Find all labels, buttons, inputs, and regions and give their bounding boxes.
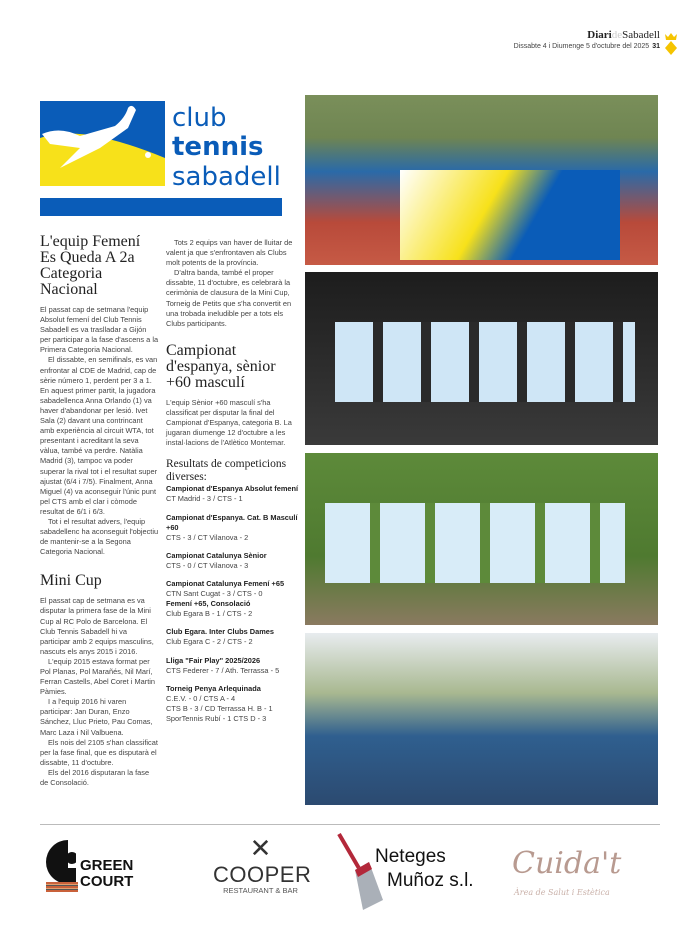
paragraph: Els del 2016 disputaran la fase de Consolació.: [40, 767, 150, 788]
result-group: [166, 551, 300, 571]
result-score: CTS B - 3 / CD Terrassa H. B - 1: [166, 703, 273, 713]
result-heading: Campionat Catalunya Femení +65: [166, 578, 285, 588]
paragraph: Els nois del 2105 s'han classificat per la fase final, que es disputarà el dissabte, 11 d'octubre.: [40, 737, 158, 767]
result-heading: Torneig Penya Arlequinada: [166, 683, 261, 693]
ad-cuidat: [512, 832, 657, 927]
result-score: C.E.V. - 0 / CTS A - 4: [166, 693, 236, 703]
result-group: [166, 484, 300, 504]
article-title: Mini Cup: [40, 572, 102, 590]
ad-text: COURT: [80, 873, 134, 890]
result-score: CTN Sant Cugat - 3 / CTS - 0: [166, 589, 263, 599]
result-group: [166, 627, 300, 647]
ad-text: Neteges: [375, 846, 446, 867]
brand-diari: Diari: [587, 29, 612, 41]
paragraph: Tot i el resultat advers, l'equip sabadellenc ha aconseguit l'objectiu de mantenir-se a la Segona Categoria Nacional.: [40, 516, 159, 557]
result-score: SporTennis Rubí - 1 CTS D - 3: [166, 714, 267, 723]
ad-text: RESTAURANT & BAR: [223, 886, 298, 895]
divider: [40, 824, 660, 825]
ad-text: Cuida't: [512, 846, 622, 881]
result-heading: Campionat Catalunya Sènior: [166, 550, 267, 560]
result-score: CTS - 0 / CT Vilanova - 3: [166, 560, 249, 570]
ad-text: GREEN: [80, 857, 134, 874]
result-score: CTS - 3 / CT Vilanova - 2: [166, 532, 249, 542]
result-group: [166, 513, 300, 543]
ad-green-court: [46, 832, 156, 927]
result-heading: Club Egara. Inter Clubs Dames: [166, 627, 275, 637]
paragraph: El passat cap de setmana es va disputar la primera fase de la Mini Cup al RC Polo de Barcelona. El Club Tennis Sabadell hi va participar amb 2 equips masculins, nascuts els anys 2015 i 2016.: [40, 596, 154, 656]
result-group: [166, 656, 300, 676]
paragraph: I a l'equip 2016 hi varen participar: Jan Duran, Enzo Sánchez, Lluc Prieto, Pau Comas, Marc Laza i Nil Valbuena.: [40, 697, 153, 737]
brand-sabadell: Sabadell: [622, 29, 660, 41]
result-group: [166, 579, 300, 619]
page-number: 31: [652, 43, 660, 50]
photo-minicup-2016: [305, 272, 658, 445]
paragraph: L'equip 2015 estava format per Pol Planas, Pol Marañés, Nil Marí, Ferran Castells, Abel Coret i Martin Pàmies.: [40, 656, 156, 697]
paragraph: D'altra banda, també el proper dissabte, 11 d'octubre, es celebrarà la cerimònia de clausura de la Mini Cup, Torneig de Petits que s'ha convertit en una trobada ineludible per a tots els Clubs participants.: [166, 268, 292, 328]
ad-text: Muñoz s.l.: [387, 870, 474, 891]
result-heading: Campionat d'Espanya Absolut femení: [166, 484, 299, 494]
results-title: Resultats de competicions diverses:: [166, 458, 287, 484]
article-title: L'equip Femení Es Queda A 2a Categoria Nacional: [40, 233, 141, 298]
club-logo: [40, 98, 282, 218]
result-score: CTS Federer - 7 / Ath. Terrassa - 5: [166, 665, 280, 675]
result-heading: Lliga "Fair Play" 2025/2026: [166, 655, 261, 665]
brand-de: de: [611, 29, 623, 41]
photo-women-team: [305, 95, 658, 265]
crest-icon: [664, 32, 678, 56]
result-heading: Campionat d'Espanya. Cat. B Masculí +60: [166, 512, 298, 532]
article-title: Campionat d'espanya, sènior +60 masculí: [166, 341, 276, 391]
paragraph: L'equip Sènior +60 masculí s'ha classificat per disputar la final del Campionat d'Espanya, categoria B. La jugaran diumenge 12 d'octubre a les instal·lacions de l'Atlètico Montemar.: [166, 397, 292, 448]
ad-neteges-munoz: [335, 832, 485, 927]
result-group: [166, 684, 300, 724]
paragraph: El dissabte, en semifinals, es van enfrontar al CDE de Madrid, cap de sèrie número 1, perdent per 3 a 1. En aquest primer partit, la jugadora sabadellenca Anna Orlando (1) va haver d'abandonar per lesió. Ivet Sala (2) davant una contrincant amb experiència al circuit WTA, tot presentant i acreditant la seva vàlua, també va perdre. Natàlia Madrid (3), tampoc va poder superar la rival tot i el resultat super ajustat (6/4 i 7/5). Finalment, Anna Miguel (4) va aconseguir l'únic punt pel CTS amb el clar i còmode resultat de 6/1 i 6/3.: [40, 355, 158, 516]
article-women-team: [40, 234, 159, 788]
result-score: Club Egara C - 2 / CTS - 2: [166, 637, 253, 647]
result-score: CT Madrid - 3 / CTS - 1: [166, 494, 243, 504]
photo-senior-team: [305, 633, 658, 805]
results-list: [166, 484, 300, 724]
paragraph: Tots 2 equips van haver de lluitar de valent ja que s'enfrontaven als Clubs molt potents de la província.: [166, 238, 293, 268]
ad-cooper: [213, 832, 312, 927]
photo-minicup-2015: [305, 453, 658, 625]
svg-text:sabadell: sabadell: [172, 162, 281, 192]
result-score: Club Egara B - 1 / CTS - 2: [166, 609, 253, 619]
issue-date: Dissabte 4 i Diumenge 5 d'octubre del 2025: [513, 43, 650, 50]
svg-text:tennis: tennis: [172, 132, 264, 162]
paragraph: El passat cap de setmana l'equip Absolut femení del Club Tennis Sabadell es va traslladar a Gijón per participar a la fase d'ascens a la Primera Categoria Nacional.: [40, 305, 159, 355]
svg-text:club: club: [172, 103, 227, 133]
result-heading: Femení +65, Consolació: [166, 599, 251, 609]
cutlery-icon: ✕: [249, 833, 272, 863]
ad-text: Àrea de Salut i Estètica: [514, 888, 610, 897]
masthead: [514, 29, 660, 50]
ad-text: COOPER: [213, 862, 312, 887]
column-2: [166, 238, 300, 732]
green-court-logo-icon: [46, 840, 76, 885]
